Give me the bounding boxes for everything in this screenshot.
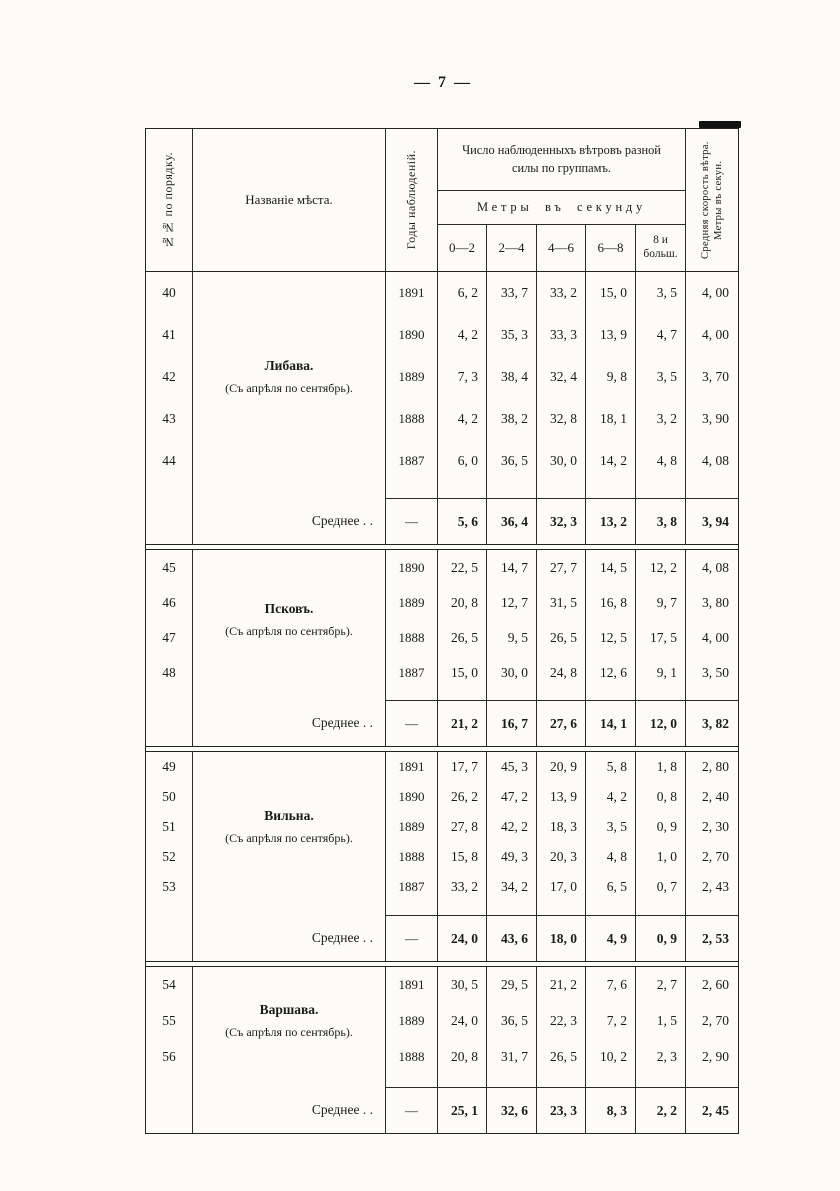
mean-speed-value: 4, 00 — [702, 327, 729, 342]
wind-frequency-value: 33, 7 — [487, 272, 537, 314]
wind-frequency-value: 49, 3 — [487, 842, 537, 872]
column-header-wind-counts-title: Число наблюденныхъ вѣтровъ разной силы по группамъ. — [438, 129, 686, 191]
wind-frequency-value: 47, 2 — [487, 782, 537, 812]
wind-frequency-value: 6, 0 — [438, 440, 487, 482]
mean-speed-value: 4, 00 — [702, 629, 729, 645]
wind-frequency-value: 16, 8 — [586, 585, 636, 620]
row-number: 55 — [146, 1003, 193, 1039]
spacer-cell — [386, 1075, 438, 1087]
wind-frequency-value: 9, 5 — [487, 620, 537, 655]
wind-frequency-value: 1, 8 — [636, 752, 686, 782]
wind-frequency-value: 2, 7 — [636, 967, 686, 1003]
spacer-cell — [438, 902, 487, 915]
wind-frequency-value: 4, 2 — [438, 314, 487, 356]
wind-frequency-value: 14, 2 — [586, 440, 636, 482]
mean-speed-value: 3, 50 — [702, 664, 729, 680]
station-season-note: (Съ апрѣля по сентябрь). — [225, 624, 353, 638]
spacer-cell — [146, 902, 193, 915]
average-label: Среднее . . — [193, 1087, 386, 1133]
spacer-cell — [487, 902, 537, 915]
wind-frequency-value: 32, 8 — [537, 398, 586, 440]
spacer-cell — [386, 690, 438, 700]
row-number: 46 — [146, 585, 193, 620]
wind-frequency-value: 12, 5 — [586, 620, 636, 655]
spacer-cell — [537, 902, 586, 915]
wind-frequency-value: 36, 5 — [487, 1003, 537, 1039]
wind-frequency-value: 3, 5 — [586, 812, 636, 842]
wind-frequency-value: 31, 5 — [537, 585, 586, 620]
observation-year: 1888 — [386, 620, 438, 655]
observation-year: 1889 — [386, 356, 438, 398]
row-number: 45 — [146, 550, 193, 585]
wind-frequency-value: 42, 2 — [487, 812, 537, 842]
spacer-cell — [193, 1075, 386, 1087]
spacer-cell — [686, 902, 738, 915]
row-number: 40 — [146, 272, 193, 314]
wind-frequency-value: 29, 5 — [487, 967, 537, 1003]
station-name: Либава. — [264, 358, 314, 373]
observation-year: 1888 — [386, 398, 438, 440]
table-header — [146, 129, 738, 272]
station-name-cell — [193, 550, 386, 690]
average-value: 16, 7 — [487, 700, 537, 746]
wind-frequency-value: 12, 2 — [636, 550, 686, 585]
wind-frequency-value: 35, 3 — [487, 314, 537, 356]
wind-frequency-value: 15, 8 — [438, 842, 487, 872]
spacer-cell — [487, 690, 537, 700]
observation-year: 1887 — [386, 655, 438, 690]
column-header-bin-2-4: 2—4 — [487, 225, 537, 271]
wind-frequency-value: 18, 1 — [586, 398, 636, 440]
spacer-cell — [686, 482, 738, 498]
column-header-bin-8-plus: 8 и больш. — [636, 225, 686, 271]
average-speed: 2, 45 — [686, 1087, 738, 1133]
spacer-cell — [438, 690, 487, 700]
station-group — [146, 272, 738, 544]
average-value: 2, 2 — [636, 1087, 686, 1133]
wind-frequency-value: 9, 1 — [636, 655, 686, 690]
average-value: 24, 0 — [438, 915, 487, 961]
row-number: 52 — [146, 842, 193, 872]
spacer-cell — [193, 902, 386, 915]
wind-frequency-value: 27, 7 — [537, 550, 586, 585]
wind-frequency-value: 38, 2 — [487, 398, 537, 440]
average-label: Среднее . . — [193, 915, 386, 961]
average-value: 36, 4 — [487, 498, 537, 544]
wind-frequency-value: 3, 5 — [636, 272, 686, 314]
spacer-cell — [146, 1075, 193, 1087]
column-header-meters-per-second: Метры въ секунду — [438, 191, 686, 225]
station-name: Вильна. — [264, 808, 314, 823]
row-number: 47 — [146, 620, 193, 655]
wind-frequency-value: 18, 3 — [537, 812, 586, 842]
spacer-cell — [438, 482, 487, 498]
wind-frequency-value: 17, 5 — [636, 620, 686, 655]
column-header-bin-4-6: 4—6 — [537, 225, 586, 271]
row-number: 51 — [146, 812, 193, 842]
observation-year: 1887 — [386, 872, 438, 902]
mean-speed-value: 4, 08 — [702, 559, 729, 575]
wind-frequency-value: 38, 4 — [487, 356, 537, 398]
observation-year: 1888 — [386, 1039, 438, 1075]
station-group — [146, 967, 738, 1133]
wind-frequency-value: 6, 2 — [438, 272, 487, 314]
average-value: 25, 1 — [438, 1087, 487, 1133]
station-group — [146, 550, 738, 746]
average-value: 32, 6 — [487, 1087, 537, 1133]
wind-frequency-value: 17, 0 — [537, 872, 586, 902]
scan-artifact-mark — [699, 121, 741, 128]
mean-speed-value: 2, 70 — [702, 849, 729, 864]
wind-frequency-value: 20, 8 — [438, 585, 487, 620]
wind-frequency-value: 4, 2 — [438, 398, 487, 440]
spacer-cell — [586, 902, 636, 915]
spacer-cell — [636, 690, 686, 700]
station-season-note: (Съ апрѣля по сентябрь). — [225, 1025, 353, 1039]
average-empty-cell — [146, 498, 193, 544]
row-number: 54 — [146, 967, 193, 1003]
station-season-note: (Съ апрѣля по сентябрь). — [225, 831, 353, 845]
average-dash: — — [386, 700, 438, 746]
wind-frequency-value: 4, 2 — [586, 782, 636, 812]
wind-frequency-value: 24, 8 — [537, 655, 586, 690]
average-value: 43, 6 — [487, 915, 537, 961]
wind-frequency-value: 12, 6 — [586, 655, 636, 690]
mean-speed-value: 3, 90 — [702, 411, 729, 426]
spacer-cell — [146, 690, 193, 700]
wind-frequency-value: 30, 0 — [537, 440, 586, 482]
spacer-cell — [636, 1075, 686, 1087]
spacer-cell — [636, 902, 686, 915]
column-header-bin-6-8: 6—8 — [586, 225, 636, 271]
wind-frequency-value: 1, 5 — [636, 1003, 686, 1039]
wind-frequency-value: 27, 8 — [438, 812, 487, 842]
mean-speed-value: 4, 08 — [702, 453, 729, 468]
average-value: 13, 2 — [586, 498, 636, 544]
observation-year: 1889 — [386, 1003, 438, 1039]
observation-year: 1891 — [386, 752, 438, 782]
observation-year: 1890 — [386, 550, 438, 585]
column-header-observation-years: Годы наблюденій. — [386, 129, 438, 271]
wind-frequency-value: 24, 0 — [438, 1003, 487, 1039]
wind-frequency-value: 1, 0 — [636, 842, 686, 872]
wind-frequency-value: 3, 2 — [636, 398, 686, 440]
mean-speed-value: 2, 70 — [702, 1013, 729, 1028]
wind-frequency-value: 17, 7 — [438, 752, 487, 782]
wind-frequency-value: 30, 5 — [438, 967, 487, 1003]
observation-year: 1891 — [386, 967, 438, 1003]
wind-frequency-value: 14, 5 — [586, 550, 636, 585]
average-speed: 2, 53 — [686, 915, 738, 961]
average-value: 0, 9 — [636, 915, 686, 961]
row-number: 49 — [146, 752, 193, 782]
wind-frequency-value: 36, 5 — [487, 440, 537, 482]
observation-year: 1887 — [386, 440, 438, 482]
wind-frequency-value: 7, 3 — [438, 356, 487, 398]
wind-frequency-value: 26, 2 — [438, 782, 487, 812]
mean-speed-value: 2, 60 — [702, 977, 729, 992]
wind-frequency-value: 26, 5 — [537, 620, 586, 655]
wind-frequency-value: 13, 9 — [586, 314, 636, 356]
average-speed: 3, 94 — [686, 498, 738, 544]
wind-frequency-value: 5, 8 — [586, 752, 636, 782]
spacer-cell — [686, 1075, 738, 1087]
wind-frequency-value: 22, 5 — [438, 550, 487, 585]
row-number: 44 — [146, 440, 193, 482]
average-empty-cell — [146, 1087, 193, 1133]
wind-frequency-value: 3, 5 — [636, 356, 686, 398]
average-empty-cell — [146, 915, 193, 961]
average-dash: — — [386, 915, 438, 961]
average-value: 14, 1 — [586, 700, 636, 746]
observation-year: 1891 — [386, 272, 438, 314]
average-value: 3, 8 — [636, 498, 686, 544]
average-label: Среднее . . — [193, 498, 386, 544]
spacer-cell — [193, 690, 386, 700]
wind-frequency-value: 9, 8 — [586, 356, 636, 398]
wind-frequency-value: 15, 0 — [438, 655, 487, 690]
station-name-cell — [193, 752, 386, 902]
station-name: Варшава. — [259, 1002, 319, 1017]
spacer-cell — [487, 482, 537, 498]
spacer-cell — [586, 1075, 636, 1087]
wind-frequency-value: 12, 7 — [487, 585, 537, 620]
average-value: 8, 3 — [586, 1087, 636, 1133]
wind-observations-table — [145, 128, 739, 1134]
wind-frequency-value: 21, 2 — [537, 967, 586, 1003]
mean-speed-value: 3, 80 — [702, 594, 729, 610]
mean-speed-value: 2, 30 — [702, 819, 729, 834]
row-number: 56 — [146, 1039, 193, 1075]
observation-year: 1889 — [386, 812, 438, 842]
average-value: 23, 3 — [537, 1087, 586, 1133]
row-number: 42 — [146, 356, 193, 398]
column-header-mean-wind-speed: Средняя скорость вѣтра. Метры въ секун. — [699, 141, 724, 259]
row-number: 43 — [146, 398, 193, 440]
wind-frequency-value: 7, 2 — [586, 1003, 636, 1039]
wind-frequency-value: 0, 8 — [636, 782, 686, 812]
average-value: 21, 2 — [438, 700, 487, 746]
average-value: 32, 3 — [537, 498, 586, 544]
wind-frequency-value: 34, 2 — [487, 872, 537, 902]
average-value: 5, 6 — [438, 498, 487, 544]
wind-frequency-value: 6, 5 — [586, 872, 636, 902]
average-value: 12, 0 — [636, 700, 686, 746]
observation-year: 1888 — [386, 842, 438, 872]
wind-frequency-value: 13, 9 — [537, 782, 586, 812]
table-body — [146, 272, 738, 1133]
mean-speed-value: 2, 43 — [702, 879, 729, 894]
wind-frequency-value: 0, 9 — [636, 812, 686, 842]
average-dash: — — [386, 498, 438, 544]
average-value: 18, 0 — [537, 915, 586, 961]
wind-frequency-value: 20, 8 — [438, 1039, 487, 1075]
wind-frequency-value: 32, 4 — [537, 356, 586, 398]
wind-frequency-value: 4, 7 — [636, 314, 686, 356]
average-speed: 3, 82 — [686, 700, 738, 746]
observation-year: 1890 — [386, 782, 438, 812]
spacer-cell — [537, 690, 586, 700]
station-group — [146, 752, 738, 961]
row-number: 50 — [146, 782, 193, 812]
station-name-cell — [193, 272, 386, 482]
wind-frequency-value: 20, 9 — [537, 752, 586, 782]
mean-speed-value: 2, 40 — [702, 789, 729, 804]
wind-frequency-value: 7, 6 — [586, 967, 636, 1003]
wind-frequency-value: 33, 2 — [537, 272, 586, 314]
average-label: Среднее . . — [193, 700, 386, 746]
spacer-cell — [586, 482, 636, 498]
wind-frequency-value: 10, 2 — [586, 1039, 636, 1075]
mean-speed-value: 3, 70 — [702, 369, 729, 384]
wind-frequency-value: 15, 0 — [586, 272, 636, 314]
wind-frequency-value: 4, 8 — [636, 440, 686, 482]
row-number: 41 — [146, 314, 193, 356]
station-name: Псковъ. — [264, 601, 314, 616]
spacer-cell — [193, 482, 386, 498]
spacer-cell — [386, 902, 438, 915]
wind-frequency-value: 22, 3 — [537, 1003, 586, 1039]
wind-frequency-value: 4, 8 — [586, 842, 636, 872]
column-header-place-name: Названіе мѣста. — [193, 129, 386, 271]
wind-frequency-value: 33, 2 — [438, 872, 487, 902]
wind-frequency-value: 45, 3 — [487, 752, 537, 782]
wind-frequency-value: 20, 3 — [537, 842, 586, 872]
wind-frequency-value: 14, 7 — [487, 550, 537, 585]
average-value: 27, 6 — [537, 700, 586, 746]
page-number: — 7 — — [414, 74, 472, 91]
wind-frequency-value: 26, 5 — [438, 620, 487, 655]
wind-frequency-value: 2, 3 — [636, 1039, 686, 1075]
spacer-cell — [636, 482, 686, 498]
column-header-order-number: №№ по порядку. — [146, 129, 193, 271]
spacer-cell — [537, 482, 586, 498]
spacer-cell — [586, 690, 636, 700]
mean-speed-value: 2, 80 — [702, 759, 729, 774]
spacer-cell — [386, 482, 438, 498]
wind-frequency-value: 0, 7 — [636, 872, 686, 902]
average-dash: — — [386, 1087, 438, 1133]
wind-frequency-value: 31, 7 — [487, 1039, 537, 1075]
wind-frequency-value: 33, 3 — [537, 314, 586, 356]
wind-frequency-value: 9, 7 — [636, 585, 686, 620]
mean-speed-value: 4, 00 — [702, 285, 729, 300]
wind-frequency-value: 30, 0 — [487, 655, 537, 690]
station-season-note: (Съ апрѣля по сентябрь). — [225, 381, 353, 395]
spacer-cell — [438, 1075, 487, 1087]
spacer-cell — [146, 482, 193, 498]
average-empty-cell — [146, 700, 193, 746]
column-header-bin-0-2: 0—2 — [438, 225, 487, 271]
observation-year: 1889 — [386, 585, 438, 620]
spacer-cell — [487, 1075, 537, 1087]
average-value: 4, 9 — [586, 915, 636, 961]
mean-speed-value: 2, 90 — [702, 1049, 729, 1064]
station-name-cell — [193, 967, 386, 1075]
spacer-cell — [537, 1075, 586, 1087]
row-number: 48 — [146, 655, 193, 690]
observation-year: 1890 — [386, 314, 438, 356]
spacer-cell — [686, 690, 738, 700]
wind-frequency-value: 26, 5 — [537, 1039, 586, 1075]
row-number: 53 — [146, 872, 193, 902]
